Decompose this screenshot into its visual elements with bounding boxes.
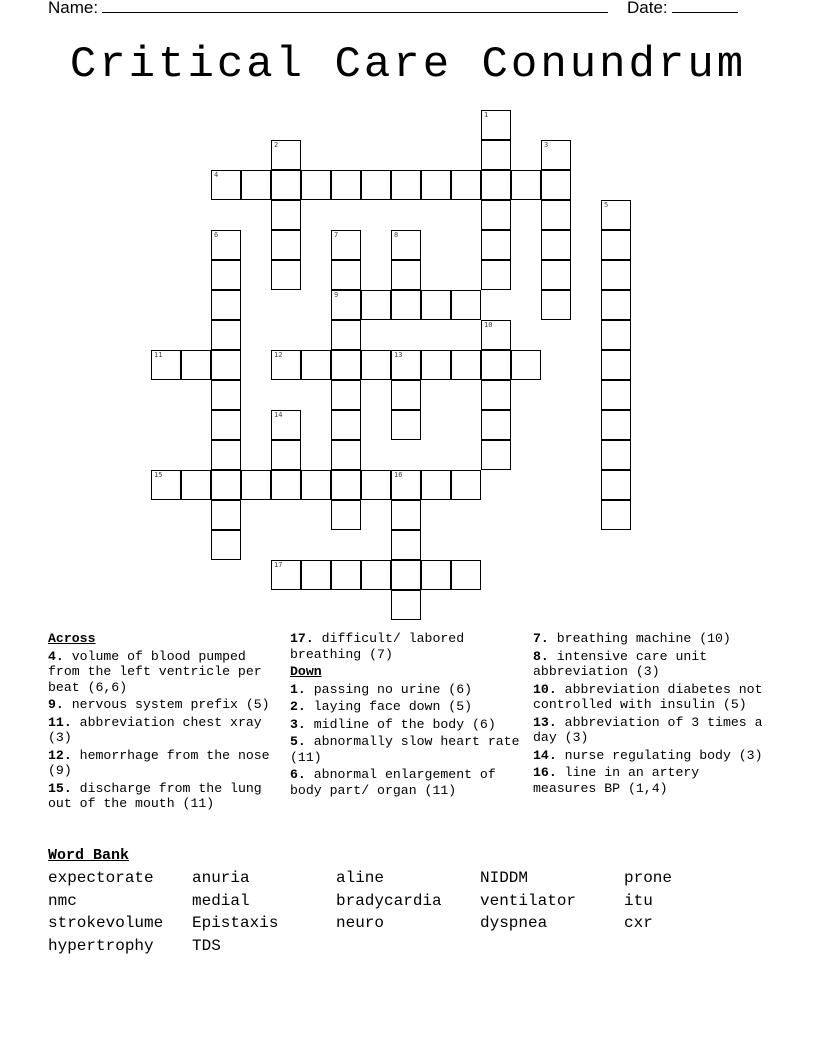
crossword-cell[interactable] (391, 380, 421, 410)
clue-number: 6. (290, 767, 306, 782)
crossword-cell[interactable] (481, 230, 511, 260)
clue (48, 715, 280, 746)
word-bank-item: expectorate (48, 869, 154, 887)
crossword-cell[interactable] (391, 290, 421, 320)
word-bank-item: NIDDM (480, 869, 529, 887)
crossword-cell[interactable] (391, 470, 421, 500)
crossword-cell[interactable] (211, 170, 241, 200)
cell-number: 5 (604, 201, 609, 209)
crossword-cell[interactable] (391, 170, 421, 200)
crossword-cell[interactable] (421, 560, 451, 590)
crossword-cell[interactable] (601, 500, 631, 530)
clue (48, 748, 280, 779)
cell-number: 13 (394, 351, 403, 359)
crossword-cell[interactable] (541, 140, 571, 170)
crossword-cell[interactable] (601, 470, 631, 500)
crossword-cell[interactable] (451, 470, 481, 500)
crossword-cell[interactable] (391, 260, 421, 290)
cell-number: 7 (334, 231, 339, 239)
cell-number: 11 (154, 351, 163, 359)
crossword-cell[interactable] (481, 440, 511, 470)
crossword-cell[interactable] (271, 230, 301, 260)
crossword-cell[interactable] (361, 350, 391, 380)
crossword-cell[interactable] (391, 560, 421, 590)
cell-number: 4 (214, 171, 219, 179)
word-bank-item: bradycardia (336, 891, 442, 910)
clue-text: abbreviation diabetes not controlled with insulin (5) (533, 681, 763, 712)
crossword-cell[interactable] (421, 350, 451, 380)
crossword-cell[interactable] (451, 560, 481, 590)
crossword-cell[interactable] (151, 350, 181, 380)
crossword-cell[interactable] (211, 350, 241, 380)
crossword-cell[interactable] (601, 200, 631, 230)
crossword-cell[interactable] (481, 350, 511, 380)
clues-column-1 (48, 631, 280, 814)
clue (533, 715, 768, 746)
crossword-cell[interactable] (211, 500, 241, 530)
crossword-cell[interactable] (271, 440, 301, 470)
crossword-cell[interactable] (391, 230, 421, 260)
crossword-cell[interactable] (601, 260, 631, 290)
crossword-cell[interactable] (421, 470, 451, 500)
clues-column-3 (533, 631, 768, 798)
name-field[interactable] (48, 0, 608, 18)
clue-number: 3. (290, 716, 306, 732)
crossword-cell[interactable] (391, 350, 421, 380)
clue (290, 699, 522, 715)
crossword-cell[interactable] (421, 290, 451, 320)
clue-number: 14. (533, 747, 557, 763)
clue-number: 1. (290, 681, 306, 697)
date-field[interactable] (627, 0, 738, 18)
crossword-cell[interactable] (331, 320, 361, 350)
crossword-cell[interactable] (271, 140, 301, 170)
crossword-cell[interactable] (601, 230, 631, 260)
clue (48, 781, 280, 812)
crossword-cell[interactable] (391, 410, 421, 440)
word-bank-item: hypertrophy (48, 937, 154, 956)
crossword-cell[interactable] (211, 530, 241, 560)
clue-text: nervous system prefix (5) (63, 697, 270, 712)
clue-number: 16. (533, 765, 557, 780)
cell-number: 6 (214, 231, 219, 239)
word-bank-item: Epistaxis (192, 914, 279, 933)
word-bank-item: medial (192, 891, 250, 910)
crossword-cell[interactable] (511, 170, 541, 200)
crossword-cell[interactable] (361, 470, 391, 500)
cell-number: 17 (274, 561, 283, 569)
clue (290, 631, 522, 662)
clue-number: 4. (48, 648, 64, 664)
page-title: Critical Care Conundrum (69, 40, 747, 90)
crossword-cell[interactable] (481, 200, 511, 230)
clue-number: 17. (290, 631, 314, 646)
crossword-cell[interactable] (301, 170, 331, 200)
clue-number: 5. (290, 734, 306, 749)
clue-number: 11. (48, 714, 72, 730)
crossword-cell[interactable] (181, 470, 211, 500)
clue-text: passing no urine (6) (305, 681, 473, 697)
cell-number: 14 (274, 411, 283, 419)
crossword-cell[interactable] (391, 590, 421, 620)
clue (533, 748, 768, 764)
clue-text: laying face down (5) (305, 699, 473, 714)
crossword-cell[interactable] (331, 470, 361, 500)
crossword-cell[interactable] (211, 410, 241, 440)
crossword-cell[interactable] (601, 290, 631, 320)
cell-number: 2 (274, 141, 279, 149)
clue-number: 2. (290, 699, 306, 714)
clue-number: 15. (48, 780, 72, 796)
crossword-cell[interactable] (481, 320, 511, 350)
clue (290, 682, 522, 698)
clue-text: discharge from the lung out of the mouth (11) (48, 780, 262, 811)
crossword-cell[interactable] (271, 470, 301, 500)
clue-text: midline of the body (6) (305, 716, 496, 732)
word-bank-item: anuria (192, 869, 250, 887)
clue (48, 649, 280, 696)
crossword-cell[interactable] (331, 500, 361, 530)
clue-number: 9. (48, 697, 64, 712)
name-label: Name: (48, 0, 99, 17)
clue (290, 734, 522, 765)
word-bank-item: strokevolume (48, 914, 164, 933)
clue-number: 12. (48, 747, 72, 763)
crossword-cell[interactable] (601, 380, 631, 410)
cell-number: 10 (484, 321, 493, 329)
clue-text: abbreviation of 3 times a day (3) (533, 714, 763, 745)
crossword-cell[interactable] (541, 290, 571, 320)
word-bank-heading: Word Bank (48, 847, 130, 864)
word-bank-item: dyspnea (480, 914, 548, 933)
name-underline (102, 0, 608, 13)
crossword-cell[interactable] (211, 230, 241, 260)
clue (533, 649, 768, 680)
crossword-cell[interactable] (361, 290, 391, 320)
clue-number: 8. (533, 648, 549, 664)
clue (48, 697, 280, 713)
crossword-cell[interactable] (601, 410, 631, 440)
crossword-cell[interactable] (331, 350, 361, 380)
crossword-cell[interactable] (271, 560, 301, 590)
crossword-cell[interactable] (211, 470, 241, 500)
clue-text: hemorrhage from the nose (9) (48, 747, 270, 778)
crossword-cell[interactable] (211, 260, 241, 290)
crossword-cell[interactable] (391, 500, 421, 530)
crossword-cell[interactable] (361, 560, 391, 590)
clue-number: 13. (533, 714, 557, 730)
crossword-cell[interactable] (271, 170, 301, 200)
crossword-cell[interactable] (391, 530, 421, 560)
crossword-cell[interactable] (451, 350, 481, 380)
crossword-cell[interactable] (481, 410, 511, 440)
crossword-cell[interactable] (241, 470, 271, 500)
crossword-cell[interactable] (601, 350, 631, 380)
down-heading: Down (290, 664, 322, 679)
crossword-cell[interactable] (451, 290, 481, 320)
crossword-cell[interactable] (271, 200, 301, 230)
crossword-cell[interactable] (331, 290, 361, 320)
word-bank-item: nmc (48, 891, 77, 910)
cell-number: 1 (484, 111, 489, 119)
cell-number: 15 (154, 471, 163, 479)
crossword-cell[interactable] (211, 380, 241, 410)
crossword-cell[interactable] (331, 230, 361, 260)
word-bank-item: cxr (624, 914, 653, 933)
crossword-cell[interactable] (511, 350, 541, 380)
cell-number: 8 (394, 231, 399, 239)
crossword-cell[interactable] (481, 170, 511, 200)
clue-text: line in an artery measures BP (1,4) (533, 765, 700, 796)
crossword-cell[interactable] (331, 440, 361, 470)
clue-number: 7. (533, 631, 549, 646)
clue (290, 767, 522, 798)
crossword-cell[interactable] (301, 470, 331, 500)
word-bank-item: prone (624, 869, 673, 887)
crossword-cell[interactable] (241, 170, 271, 200)
crossword-cell[interactable] (481, 110, 511, 140)
crossword-cell[interactable] (541, 170, 571, 200)
word-bank-item: TDS (192, 937, 221, 956)
crossword-cell[interactable] (601, 440, 631, 470)
cell-number: 3 (544, 141, 549, 149)
clue-text: intensive care unit abbreviation (3) (533, 648, 708, 679)
clue-text: abbreviation chest xray (3) (48, 714, 262, 745)
clue-number: 10. (533, 681, 557, 697)
crossword-cell[interactable] (421, 170, 451, 200)
clue-text: volume of blood pumped from the left ventricle per beat (6,6) (48, 648, 262, 695)
cell-number: 9 (334, 291, 339, 299)
crossword-cell[interactable] (211, 320, 241, 350)
word-bank-item: itu (624, 891, 653, 910)
crossword-cell[interactable] (211, 290, 241, 320)
crossword-cell[interactable] (271, 260, 301, 290)
clue-text: nurse regulating body (3) (556, 747, 763, 763)
clue-text: difficult/ labored breathing (7) (290, 631, 465, 662)
clue-text: abnormally slow heart rate (11) (290, 734, 520, 765)
crossword-cell[interactable] (331, 380, 361, 410)
cell-number: 16 (394, 471, 403, 479)
crossword-cell[interactable] (301, 350, 331, 380)
crossword-cell[interactable] (331, 170, 361, 200)
crossword-cell[interactable] (541, 200, 571, 230)
crossword-cell[interactable] (601, 320, 631, 350)
cell-number: 12 (274, 351, 283, 359)
crossword-cell[interactable] (451, 170, 481, 200)
crossword-cell[interactable] (481, 260, 511, 290)
crossword-cell[interactable] (331, 560, 361, 590)
clue (533, 682, 768, 713)
clue (290, 717, 522, 733)
word-bank-item: ventilator (480, 891, 577, 910)
crossword-cell[interactable] (271, 410, 301, 440)
crossword-cell[interactable] (361, 170, 391, 200)
crossword-cell[interactable] (541, 230, 571, 260)
crossword-cell[interactable] (301, 560, 331, 590)
crossword-cell[interactable] (211, 440, 241, 470)
clues-column-2 (290, 631, 522, 800)
clue-text: abnormal enlargement of body part/ organ (11) (290, 767, 496, 798)
clue (533, 765, 768, 796)
date-label: Date: (627, 0, 668, 17)
crossword-cell[interactable] (481, 140, 511, 170)
crossword-cell[interactable] (541, 260, 571, 290)
clue (533, 631, 768, 647)
date-underline (672, 0, 738, 13)
word-bank-item: neuro (336, 914, 385, 933)
crossword-cell[interactable] (151, 470, 181, 500)
word-bank-item: aline (336, 869, 385, 887)
across-heading: Across (48, 631, 96, 646)
crossword-cell[interactable] (331, 260, 361, 290)
crossword-cell[interactable] (331, 410, 361, 440)
crossword-cell[interactable] (271, 350, 301, 380)
crossword-cell[interactable] (181, 350, 211, 380)
crossword-cell[interactable] (481, 380, 511, 410)
clue-text: breathing machine (10) (548, 631, 731, 646)
